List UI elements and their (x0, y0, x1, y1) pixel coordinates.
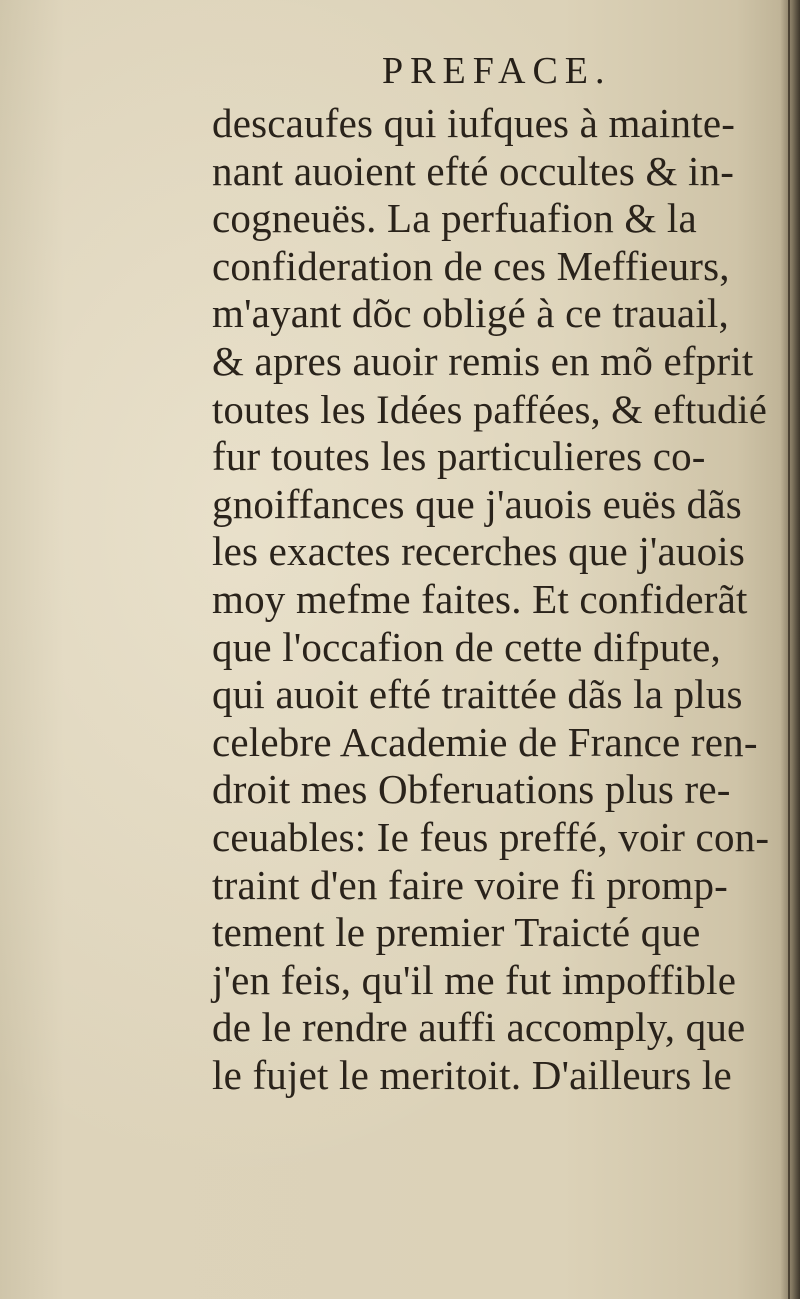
text-line: & apres auoir remis en mõ efprit (212, 337, 754, 384)
page-edge-line (788, 0, 790, 1299)
text-line: ceuables: Ie feus preffé, voir con- (212, 813, 770, 860)
text-line: droit mes Obferuations plus re- (212, 766, 731, 813)
running-head: PREFACE. (382, 50, 612, 92)
text-line: tement le premier Traicté que (212, 909, 701, 956)
text-line: confideration de ces Meffieurs, (212, 242, 730, 289)
text-line: gnoiffances que j'auois euës dãs (212, 480, 742, 527)
text-line: cogneuës. La perfuafion & la (212, 195, 697, 242)
page-edge-shadow (780, 0, 800, 1299)
text-line: les exactes recerches que j'auois (212, 528, 746, 575)
text-line: j'en feis, qu'il me fut impoffible (212, 956, 737, 1003)
text-line: de le rendre auffi accomply, que (212, 1004, 746, 1051)
text-line: nant auoient efté occultes & in- (212, 147, 735, 194)
text-line: le fujet le meritoit. D'ailleurs le (212, 1051, 732, 1098)
text-line: qui auoit efté traittée dãs la plus (212, 671, 743, 718)
body-text (212, 100, 772, 1099)
text-line: que l'occafion de cette difpute, (212, 623, 721, 670)
text-line: m'ayant dõc obligé à ce trauail, (212, 290, 729, 337)
text-line: traint d'en faire voire fi promp- (212, 861, 729, 908)
text-line: descaufes qui iufques à mainte- (212, 100, 736, 146)
text-line: fur toutes les particulieres co- (212, 433, 706, 480)
text-line: moy mefme faites. Et confiderãt (212, 575, 748, 622)
text-line: celebre Academie de France ren- (212, 718, 758, 765)
text-line: toutes les Idées paffées, & eftudié (212, 386, 768, 432)
